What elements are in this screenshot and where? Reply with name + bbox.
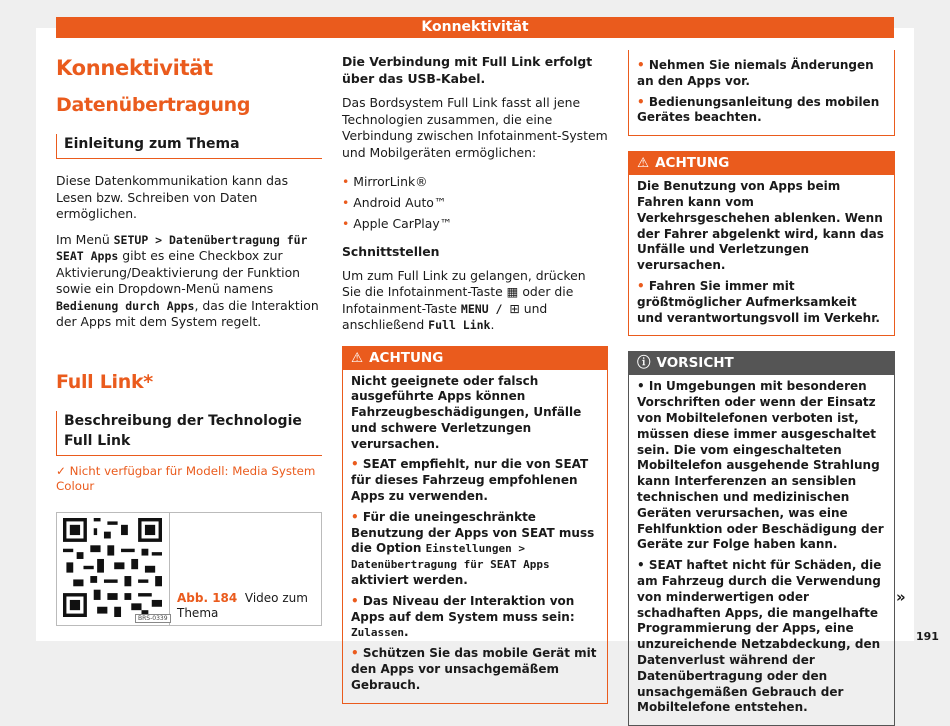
- text: Das Niveau der Interaktion von Apps auf dem System muss sein:: [351, 593, 575, 624]
- continued-mark: »: [896, 588, 906, 606]
- text: Um zum Full Link zu gelangen, drücken Sie die Infotainment-Taste: [342, 267, 586, 299]
- menu-path: SETUP > Datenübertragung für SEAT Apps: [56, 232, 308, 263]
- section-header-bar: Konnektivität: [56, 17, 894, 38]
- paragraph-intro: Diese Datenkommunikation kann das Lesen bzw. Schreiben von Daten ermöglichen.: [56, 173, 289, 221]
- text: Für die uneingeschränkte Benutzung der Apps von SEAT muss die Option: [351, 509, 595, 556]
- text: Schützen Sie das mobile Gerät mit den Apps vor unsachgemäßem Gebrauch.: [351, 646, 597, 692]
- subsection-title-einleitung: Einleitung zum Thema: [56, 134, 322, 159]
- technology-list: [342, 171, 608, 234]
- grid-key-icon: ⊞: [509, 300, 520, 316]
- column-2: [342, 50, 608, 704]
- section-title-datenuebertragung: Datenübertragung: [56, 94, 251, 116]
- column-3: [628, 50, 895, 726]
- text: In Umgebungen mit besonderen Vorschriften oder wenn der Einsatz von Mobiltelefonen verboten ist, müssen diese immer ausgeschaltet sein. Die vom eingeschalteten Mobiltelefon ausgehende Strahlung kann Interferenzen an sensiblen technischen und medizinischen Geräten verursachen, was eine Fehlfunktion oder Beschädigung der Geräte zur Folge haben kann.: [637, 379, 884, 552]
- warning-box-body: [629, 175, 894, 335]
- figure-divider: [169, 513, 170, 625]
- heading-schnittstellen: Schnittstellen: [342, 244, 440, 259]
- figure-caption: [177, 591, 317, 621]
- warning-box-achtung-2: [628, 151, 895, 336]
- warning-bullet: • Fahren Sie immer mit größtmöglicher Aufmerksamkeit und verantwortungsvoll im Verkehr.: [637, 278, 880, 325]
- subsection-title-beschreibung: Beschreibung der Technologie Full Link: [56, 411, 322, 456]
- warning-bullet: • Bedienungsanleitung des mobilen Gerätes beachten.: [637, 94, 880, 125]
- paragraph-full-link: Das Bordsystem Full Link fasst all jene Technologien zusammen, die eine Verbindung zwischen Infotainment-System und Mobilgeräten ermöglichen:: [342, 95, 608, 160]
- caution-title: VORSICHT: [656, 355, 734, 372]
- menu-key: MENU /: [460, 301, 510, 316]
- text: gibt es eine Checkbox zur Aktivierung/Deaktivierung der Funktion sowie ein Dropdown-Menü namens: [56, 248, 301, 296]
- infotainment-key-icon: ▦: [506, 284, 519, 299]
- warning-title: ACHTUNG: [369, 349, 444, 366]
- warning-box-body: [343, 370, 607, 703]
- text: SEAT empfiehlt, nur die von SEAT für dieses Fahrzeug empfohlenen Apps zu verwenden.: [351, 457, 589, 504]
- warning-bullet: • SEAT empfiehlt, nur die von SEAT für dieses Fahrzeug empfohlenen Apps zu verwenden.: [351, 457, 589, 504]
- full-link-option: Full Link: [428, 318, 491, 332]
- menu-value: Zulassen: [351, 626, 404, 640]
- text: Fahren Sie immer mit größtmöglicher Aufmerksamkeit und verantwortungsvoll im Verkehr.: [637, 278, 880, 325]
- warning-box-header: [629, 152, 894, 175]
- text: .: [490, 317, 495, 332]
- figure-text: Video zum Thema: [177, 590, 308, 620]
- text: und anschließend: [342, 300, 548, 332]
- figure-184: [56, 512, 322, 626]
- list-item-label: MirrorLink®: [353, 174, 428, 189]
- warning-bullet: • Schützen Sie das mobile Gerät mit den Apps vor unsachgemäßem Gebrauch.: [351, 646, 597, 692]
- text: aktiviert werden.: [351, 573, 468, 588]
- warning-box-achtung: [342, 346, 608, 704]
- text: Nehmen Sie niemals Änderungen an den Apps vor.: [637, 58, 874, 88]
- text: SEAT haftet nicht für Schäden, die am Fahrzeug durch die Verwendung von minderwertigen oder schadhaften Apps, die mangelhafte Programmierung der Apps, eine unzureichende Netzabdeckung, den Datenverlust während der Datenübertragung oder den unsachgemäßen Gebrauch der Mobiltelefone entstehen.: [637, 558, 882, 715]
- warning-bullet: • Nehmen Sie niemals Änderungen an den Apps vor.: [637, 58, 874, 88]
- paragraph-usb: Die Verbindung mit Full Link erfolgt über das USB-Kabel.: [342, 54, 593, 86]
- paragraph-setup: [56, 232, 322, 331]
- list-item-label: Apple CarPlay™: [353, 216, 453, 231]
- list-item: • MirrorLink®: [342, 174, 428, 189]
- text: Im Menü: [56, 231, 114, 247]
- warning-box-header: [343, 347, 607, 370]
- warning-title: ACHTUNG: [655, 155, 730, 172]
- caution-box-header: [629, 352, 894, 375]
- caution-bullet: • SEAT haftet nicht für Schäden, die am Fahrzeug durch die Verwendung von minderwertigen oder schadhaften Apps, die mangelhafte Programmierung der Apps, eine unzureichende Netzabdeckung, den Datenverlust während der Datenübertragung oder den unsachgemäßen Gebrauch der Mobiltelefone entstehen.: [637, 558, 882, 715]
- warning-continuation-box: [628, 50, 895, 136]
- info-circle-icon: ⓘ: [637, 355, 651, 372]
- warning-triangle-icon: ⚠: [351, 349, 364, 366]
- list-item-label: Android Auto™: [353, 195, 447, 210]
- figure-code: BRS-0339: [135, 614, 171, 623]
- paragraph-interfaces: [342, 268, 608, 334]
- section-title-full-link: Full Link*: [56, 370, 153, 393]
- warning-text: Nicht geeignete oder falsch ausgeführte Apps können Fahrzeugbeschädigungen, Unfälle und schwere Verletzungen verursachen.: [351, 373, 582, 451]
- caution-box-body: [629, 375, 894, 725]
- warning-triangle-icon: ⚠: [637, 155, 650, 172]
- warning-box-body: [629, 50, 894, 135]
- qr-code-icon[interactable]: [63, 518, 162, 617]
- caution-bullet: • In Umgebungen mit besonderen Vorschriften oder wenn der Einsatz von Mobiltelefonen verboten ist, müssen diese immer ausgeschaltet sein. Die vom eingeschalteten Mobiltelefon ausgehende Strahlung kann Interferenzen an sensiblen technischen und medizinischen Geräten verursachen, was eine Fehlfunktion oder Beschädigung der Geräte zur Folge haben kann.: [637, 379, 884, 552]
- page-number: 191: [916, 630, 939, 643]
- menu-option: Bedienung durch Apps: [56, 298, 195, 313]
- column-1: [56, 50, 322, 626]
- availability-note: ✓ Nicht verfügbar für Modell: Media System Colour: [56, 463, 316, 493]
- list-item: • Apple CarPlay™: [342, 216, 453, 231]
- text: , das die Interaktion der Apps mit dem System regelt.: [56, 297, 319, 329]
- text: .: [403, 625, 409, 640]
- text: oder die Infotainment-Taste: [342, 284, 574, 316]
- list-item: • Android Auto™: [342, 195, 447, 210]
- chapter-title: Konnektivität: [56, 56, 213, 80]
- text: Bedienungsanleitung des mobilen Gerätes beachten.: [637, 94, 880, 125]
- warning-bullet: • Für die uneingeschränkte Benutzung der Apps von SEAT muss die Option Einstellungen > Datenübertragung für SEAT Apps aktiviert werden.: [351, 509, 595, 588]
- warning-bullet: • Das Niveau der Interaktion von Apps auf dem System muss sein: Zulassen.: [351, 593, 575, 640]
- figure-label: Abb. 184: [177, 590, 238, 605]
- warning-text: Die Benutzung von Apps beim Fahren kann vom Verkehrsgeschehen ablenken. Wenn der Fahrer abgelenkt wird, kann das Unfälle und Verletzungen verursachen.: [637, 179, 884, 273]
- caution-box-vorsicht: [628, 351, 895, 726]
- menu-path: Einstellungen > Datenübertragung für SEAT Apps: [351, 542, 550, 572]
